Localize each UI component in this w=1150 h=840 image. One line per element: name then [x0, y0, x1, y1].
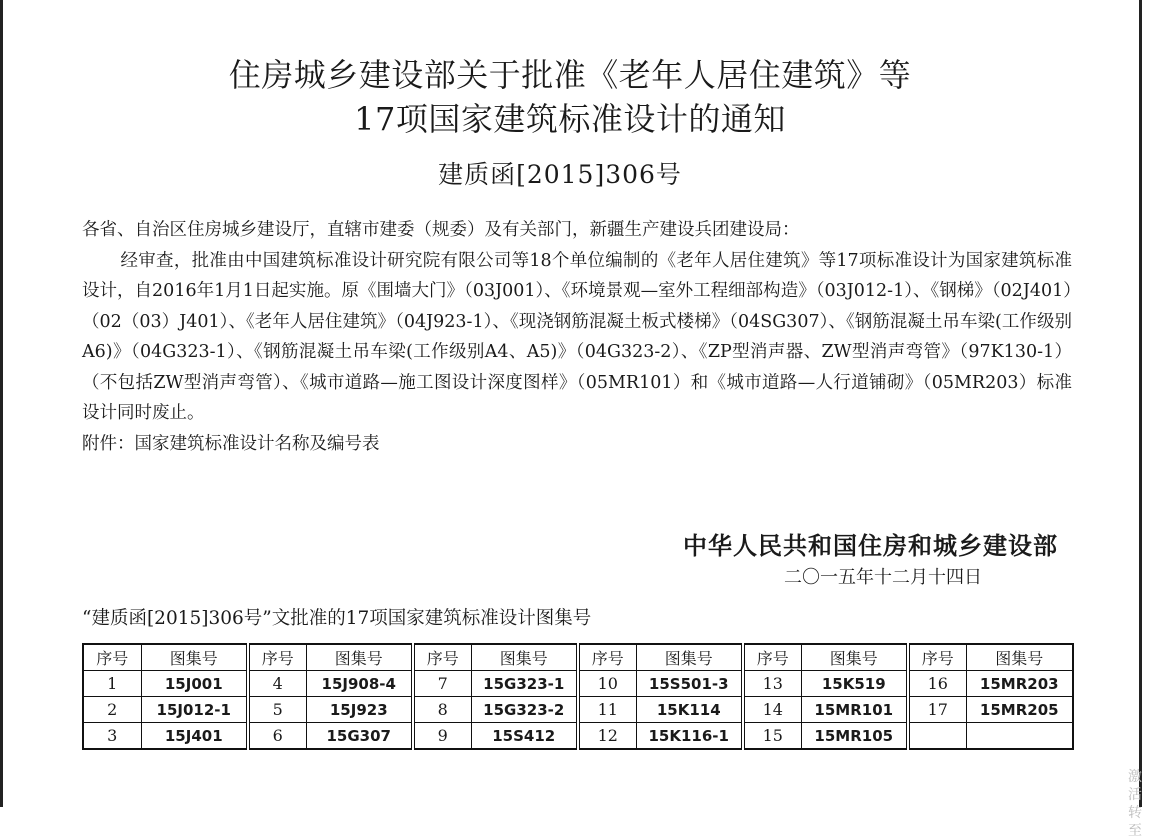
serial-number: 5 [248, 697, 306, 723]
table-row [83, 671, 1073, 697]
atlas-code: 15S501-3 [636, 671, 743, 697]
header-code: 图集号 [801, 644, 908, 671]
header-code: 图集号 [306, 644, 413, 671]
atlas-code: 15MR203 [966, 671, 1073, 697]
serial-number: 1 [83, 671, 141, 697]
serial-number: 9 [413, 723, 471, 750]
watermark-text: 激活转至 [1128, 769, 1142, 839]
atlas-code: 15MR101 [801, 697, 908, 723]
table-caption: “建质函[2015]306号”文批准的17项国家建筑标准设计图集号 [82, 608, 592, 629]
atlas-code: 15G323-1 [471, 671, 578, 697]
issuing-organization: 中华人民共和国住房和城乡建设部 [683, 532, 1058, 560]
atlas-code: 15MR205 [966, 697, 1073, 723]
header-no: 序号 [248, 644, 306, 671]
header-no: 序号 [578, 644, 636, 671]
header-no: 序号 [743, 644, 801, 671]
atlas-code: 15S412 [471, 723, 578, 750]
salutation: 各省、自治区住房城乡建设厅，直辖市建委（规委）及有关部门，新疆生产建设兵团建设局： [82, 220, 800, 240]
header-code: 图集号 [141, 644, 248, 671]
atlas-number-table [82, 643, 1074, 750]
header-code: 图集号 [636, 644, 743, 671]
notice-title-line2: 17项国家建筑标准设计的通知 [354, 100, 786, 138]
atlas-code: 15MR105 [801, 723, 908, 750]
atlas-code: 15J001 [141, 671, 248, 697]
table-row [83, 697, 1073, 723]
attachment-line: 附件：国家建筑标准设计名称及编号表 [82, 433, 380, 454]
serial-number: 6 [248, 723, 306, 750]
atlas-code: 15J012-1 [141, 697, 248, 723]
header-no: 序号 [413, 644, 471, 671]
header-no: 序号 [908, 644, 966, 671]
atlas-code: 15J923 [306, 697, 413, 723]
notice-body [82, 215, 1072, 459]
serial-number: 15 [743, 723, 801, 750]
serial-number: 17 [908, 697, 966, 723]
notice-title-line1: 住房城乡建设部关于批准《老年人居住建筑》等 [228, 56, 912, 94]
main-paragraph: 经审查，批准由中国建筑标准设计研究院有限公司等18个单位编制的《老年人居住建筑》等17项标准设计为国家建筑标准设计，自2016年1月1日起实施。原《围墙大门》（03J001）、《环境景观—室外工程细部构造》（03J012-1）、《钢梯》（02J401）（02（03）J401）、《老年人居住建筑》（04J923-1）、《现浇钢筋混凝土板式楼梯》（04SG307）、《钢筋混凝土吊车梁(工作级别A6)》（04G323-1）、《钢筋混凝土吊车梁(工作级别A4、A5)》（04G323-2）、《ZP型消声器、ZW型消声弯管》（97K130-1）（不包括ZW型消声弯管）、《城市道路—施工图设计深度图样》（05MR101）和《城市道路—人行道铺砌》（05MR203）标准设计同时废止。 [82, 250, 1072, 423]
table-header-row [83, 644, 1073, 671]
serial-number: 8 [413, 697, 471, 723]
empty-cell [966, 723, 1073, 750]
atlas-code: 15K519 [801, 671, 908, 697]
atlas-code: 15G323-2 [471, 697, 578, 723]
atlas-code: 15J401 [141, 723, 248, 750]
atlas-code: 15G307 [306, 723, 413, 750]
header-code: 图集号 [471, 644, 578, 671]
serial-number: 10 [578, 671, 636, 697]
atlas-code: 15J908-4 [306, 671, 413, 697]
header-code: 图集号 [966, 644, 1073, 671]
serial-number: 12 [578, 723, 636, 750]
atlas-code: 15K116-1 [636, 723, 743, 750]
serial-number: 14 [743, 697, 801, 723]
header-no: 序号 [83, 644, 141, 671]
serial-number: 2 [83, 697, 141, 723]
serial-number: 4 [248, 671, 306, 697]
serial-number: 16 [908, 671, 966, 697]
document-number: 建质函[2015]306号 [438, 160, 682, 189]
atlas-code: 15K114 [636, 697, 743, 723]
table-row [83, 723, 1073, 750]
serial-number: 13 [743, 671, 801, 697]
serial-number: 3 [83, 723, 141, 750]
empty-cell [908, 723, 966, 750]
issue-date: 二〇一五年十二月十四日 [784, 567, 982, 588]
serial-number: 11 [578, 697, 636, 723]
serial-number: 7 [413, 671, 471, 697]
